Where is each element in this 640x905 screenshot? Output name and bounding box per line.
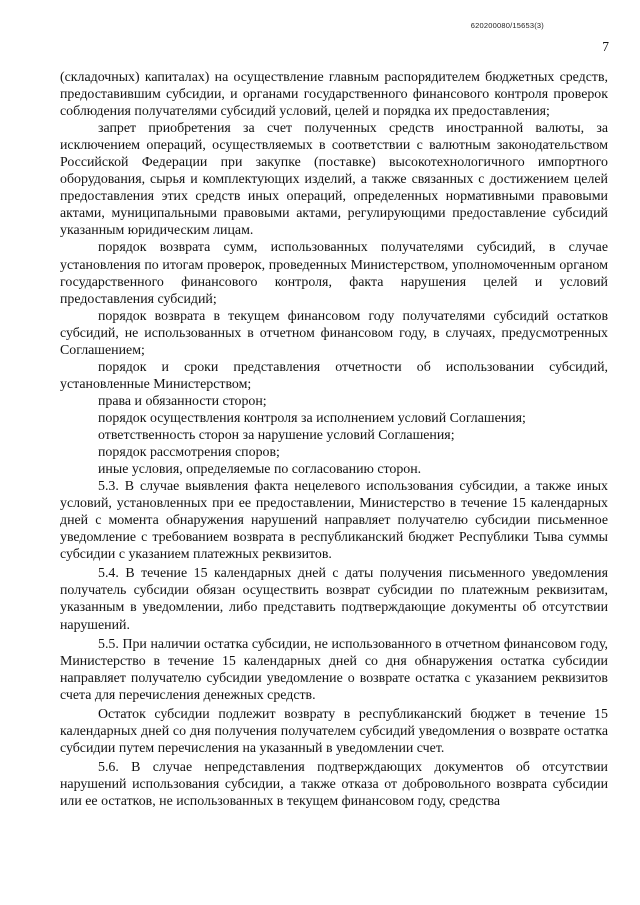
- document-registration-code: 620200080/15653(3): [470, 21, 544, 30]
- paragraph: 5.5. При наличии остатка субсидии, не использованного в отчетном финансовом году, Министерство в течение 15 календарных дней со дня обнаружения остатка субсидии направляет получателю субсидии уведомление о возврате остатка с указанием реквизитов счета для перечисления денежных средств.: [60, 636, 608, 703]
- paragraph: порядок осуществления контроля за исполнением условий Соглашения;: [98, 410, 526, 426]
- paragraph: Остаток субсидии подлежит возврату в республиканский бюджет в течение 15 календарных дней со дня получения получателем субсидий уведомления о возврате остатка субсидии путем перечисления на указанный в уведомлении счет.: [60, 706, 608, 756]
- paragraph: права и обязанности сторон;: [98, 393, 267, 409]
- paragraph: порядок рассмотрения споров;: [98, 445, 280, 461]
- paragraph: иные условия, определяемые по согласованию сторон.: [98, 462, 422, 478]
- paragraph: порядок возврата сумм, использованных получателями субсидий, в случае установления по итогам проверок, проведенных Министерством, уполномоченным органом государственного финансового контроля, факта нарушения целей и условий предоставления субсидий;: [60, 240, 608, 307]
- paragraph: порядок и сроки представления отчетности об использовании субсидий, установленные Министерством;: [60, 359, 608, 392]
- paragraph: порядок возврата в текущем финансовом году получателями субсидий остатков субсидий, не использованных в отчетном финансовом году, в случаях, предусмотренных Соглашением;: [60, 308, 608, 358]
- paragraph: ответственность сторон за нарушение условий Соглашения;: [98, 427, 455, 443]
- paragraph: 5.6. В случае непредставления подтверждающих документов об отсутствии нарушений использования субсидии, а также отказа от добровольного возврата субсидии или ее остатков, не использованных в текущем финансовом году, средства: [60, 759, 608, 809]
- paragraph: 5.3. В случае выявления факта нецелевого использования субсидии, а также иных условий, установленных при ее предоставлении, Министерство в течение 15 календарных дней с момента обнаружения нарушений направляет получателю субсидии письменное уведомление с требованием возврата в республиканский бюджет Республики Тыва суммы субсидии с указанием платежных реквизитов.: [60, 479, 608, 563]
- paragraph: 5.4. В течение 15 календарных дней с даты получения письменного уведомления получатель субсидии обязан осуществить возврат субсидии по платежным реквизитам, указанным в уведомлении, либо представить подтверждающие документы об отсутствии нарушений.: [60, 566, 608, 633]
- paragraph: (складочных) капиталах) на осуществление главным распорядителем бюджетных средств, предоставившим субсидии, и органами государственного финансового контроля проверок соблюдения получателями субсидий условий, целей и порядка их предоставления;: [60, 70, 608, 120]
- paragraph: запрет приобретения за счет полученных средств иностранной валюты, за исключением операций, осуществляемых в соответствии с валютным законодательством Российской Федерации при закупке (поставке) высокотехнологичного импортного оборудования, сырья и комплектующих изделий, а также связанных с достижением целей предоставления этих средств иных операций, определенных нормативными правовыми актами, муниципальными правовыми актами, регулирующими предоставление субсидий указанным юридическим лицам.: [60, 121, 608, 239]
- document-body: [60, 69, 608, 810]
- page-number: 7: [602, 39, 609, 54]
